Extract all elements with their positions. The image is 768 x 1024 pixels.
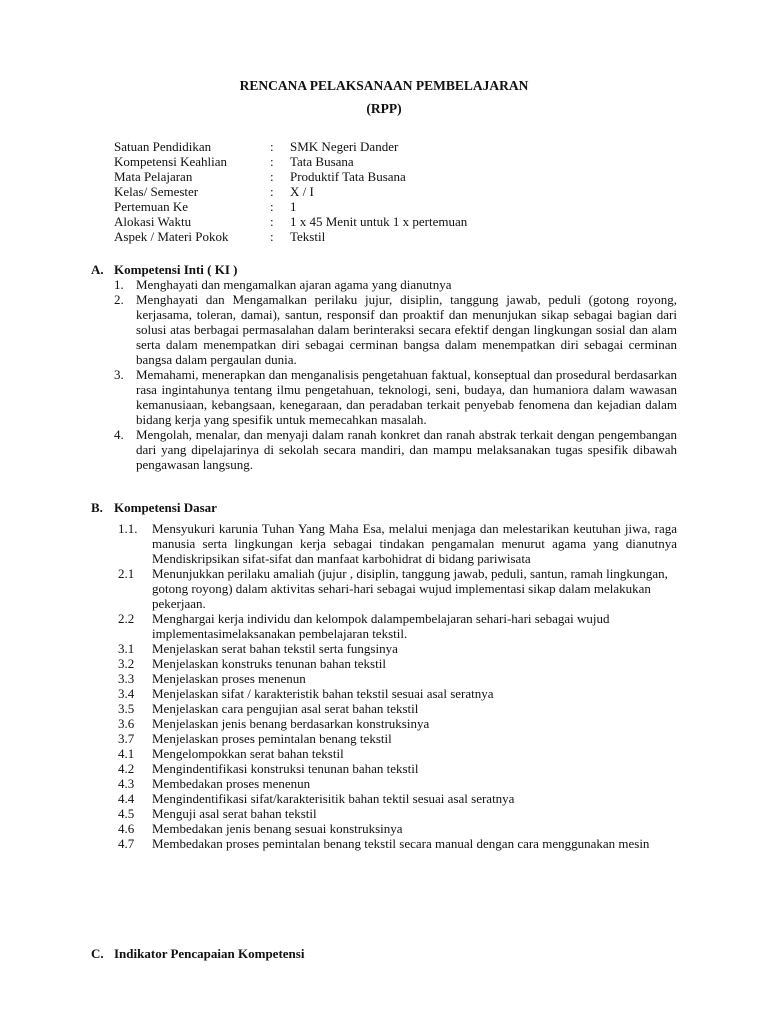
- list-item-number: 3.3: [118, 671, 135, 686]
- identity-label: Aspek / Materi Pokok: [114, 229, 229, 244]
- list-item-number: 2.2: [118, 611, 135, 626]
- section-a-heading: [91, 262, 238, 277]
- document-subtitle: (RPP): [366, 101, 402, 116]
- document-title: RENCANA PELAKSANAAN PEMBELAJARAN: [239, 78, 529, 93]
- list-item: [118, 701, 677, 716]
- list-item-text: Mengindentifikasi sifat/karakterisitik bahan tektil sesuai asal seratnya: [152, 791, 515, 806]
- list-item-number: 3.1: [118, 641, 135, 656]
- list-item-text: Menghayati dan Mengamalkan perilaku jujur, disiplin, tanggung jawab, peduli (gotong royong, kerjasama, toleran, damai), santun, responsif dan proaktif dan menunjukan sikap sebagai bagian dari solusi atas berbagai permasalahan dalam berinteraksi secara efektif dengan lingkungan sosial dan alam serta dalam menempatkan diri sebagai cerminan bangsa dalam menempatkan diri sebagai cerminan bangsa dalam pergaulan dunia.: [136, 292, 677, 367]
- identity-value: SMK Negeri Dander: [290, 139, 399, 154]
- list-item-number: 4.5: [118, 806, 135, 821]
- identity-label: Mata Pelajaran: [114, 169, 193, 184]
- list-item-number: 1.1.: [118, 521, 138, 536]
- identity-label: Kelas/ Semester: [114, 184, 199, 199]
- identity-label: Alokasi Waktu: [114, 214, 192, 229]
- list-item-number: 3.6: [118, 716, 135, 731]
- identity-table: [114, 139, 590, 244]
- list-item-number: 4.1: [118, 746, 135, 761]
- list-item-number: 2.: [114, 292, 124, 307]
- section-b-title: Kompetensi Dasar: [114, 500, 217, 515]
- identity-colon: :: [270, 214, 274, 229]
- list-item: [118, 791, 677, 806]
- list-item-number: 3.5: [118, 701, 135, 716]
- list-item-text: Menghayati dan mengamalkan ajaran agama yang dianutnya: [136, 277, 452, 292]
- identity-value: Tata Busana: [290, 154, 354, 169]
- list-item-text: Menjelaskan proses menenun: [152, 671, 306, 686]
- section-a-letter: A.: [91, 262, 104, 277]
- kompetensi-dasar-list: [118, 521, 677, 851]
- list-item-number: 3.2: [118, 656, 135, 671]
- list-item: [118, 761, 677, 776]
- list-item: [118, 716, 677, 731]
- list-item: [118, 836, 677, 851]
- list-item-number: 3.: [114, 367, 124, 382]
- section-b-letter: B.: [91, 500, 103, 515]
- identity-row: [114, 199, 590, 214]
- list-item-number: 4.7: [118, 836, 135, 851]
- section-c-heading: [91, 946, 304, 961]
- identity-colon: :: [270, 184, 274, 199]
- section-a-title: Kompetensi Inti ( KI ): [114, 262, 238, 277]
- list-item-text: Membedakan proses pemintalan benang tekstil secara manual dengan cara menggunakan mesin: [152, 836, 650, 851]
- list-item: [118, 656, 677, 671]
- identity-value: 1 x 45 Menit untuk 1 x pertemuan: [290, 214, 468, 229]
- identity-row: [114, 184, 590, 199]
- list-item: [118, 746, 677, 761]
- section-b-heading: [91, 500, 217, 515]
- list-item-number: 4.6: [118, 821, 135, 836]
- list-item-text: Mengolah, menalar, dan menyaji dalam ranah konkret dan ranah abstrak terkait dengan pengembangan dari yang dipelajarinya di sekolah secara mandiri, dan mampu melaksanakan tugas spesifik dibawah pengawasan langsung.: [136, 427, 677, 472]
- list-item-text: Menunjukkan perilaku amaliah (jujur , disiplin, tanggung jawab, peduli, santun, ramah lingkungan, gotong royong) dalam aktivitas sehari-hari sebagai wujud implementasi sikap dalam melakukan pekerjaan.: [152, 566, 668, 611]
- list-item-number: 1.: [114, 277, 124, 292]
- identity-colon: :: [270, 169, 274, 184]
- list-item: [114, 367, 677, 427]
- identity-value: X / I: [290, 184, 314, 199]
- list-item-number: 4.: [114, 427, 124, 442]
- identity-label: Satuan Pendidikan: [114, 139, 212, 154]
- list-item-text: Menjelaskan konstruks tenunan bahan tekstil: [152, 656, 386, 671]
- identity-row: [114, 169, 590, 184]
- list-item-number: 2.1: [118, 566, 135, 581]
- list-item-number: 4.3: [118, 776, 135, 791]
- identity-value: Tekstil: [290, 229, 326, 244]
- identity-label: Kompetensi Keahlian: [114, 154, 227, 169]
- list-item: [114, 277, 677, 292]
- list-item: [114, 427, 677, 472]
- identity-colon: :: [270, 229, 274, 244]
- section-c-title: Indikator Pencapaian Kompetensi: [114, 946, 305, 961]
- list-item: [118, 821, 677, 836]
- list-item-text: Mengindentifikasi konstruksi tenunan bahan tekstil: [152, 761, 419, 776]
- list-item: [118, 641, 677, 656]
- list-item: [118, 566, 677, 611]
- list-item: [114, 292, 677, 367]
- list-item: [118, 686, 677, 701]
- list-item-text: Menjelaskan jenis benang berdasarkan konstruksinya: [152, 716, 430, 731]
- list-item-text: Membedakan jenis benang sesuai konstruksinya: [152, 821, 403, 836]
- list-item-number: 3.7: [118, 731, 135, 746]
- list-item: [118, 671, 677, 686]
- list-item-text: Menjelaskan proses pemintalan benang tekstil: [152, 731, 392, 746]
- identity-row: [114, 229, 590, 244]
- list-item: [118, 521, 677, 566]
- list-item: [118, 731, 677, 746]
- section-c-letter: C.: [91, 946, 104, 961]
- list-item: [118, 611, 677, 641]
- list-item-number: 4.4: [118, 791, 135, 806]
- list-item-text: Menjelaskan serat bahan tekstil serta fungsinya: [152, 641, 398, 656]
- list-item-text: Mengelompokkan serat bahan tekstil: [152, 746, 344, 761]
- list-item-text: Menghargai kerja individu dan kelompok dalampembelajaran sehari-hari sebagai wujud implementasimelaksanakan pembelajaran tekstil.: [152, 611, 610, 641]
- identity-colon: :: [270, 154, 274, 169]
- list-item-text: Mensyukuri karunia Tuhan Yang Maha Esa, melalui menjaga dan melestarikan keutuhan jiwa, raga manusia serta lingkungan kerja sebagai tindakan pengamalan menurut agama yang dianutnya Mendiskripsikan sifat-sifat dan manfaat karbohidrat di bidang pariwisata: [152, 521, 677, 566]
- identity-label: Pertemuan Ke: [114, 199, 189, 214]
- list-item-text: Menjelaskan cara pengujian asal serat bahan tekstil: [152, 701, 419, 716]
- identity-colon: :: [270, 139, 274, 154]
- identity-value: 1: [290, 199, 297, 214]
- identity-row: [114, 214, 590, 229]
- list-item-text: Membedakan proses menenun: [152, 776, 311, 791]
- list-item-text: Memahami, menerapkan dan menganalisis pengetahuan faktual, konseptual dan prosedural berdasarkan rasa ingintahunya tentang ilmu pengetahuan, teknologi, seni, budaya, dan humaniora dalam wawasan kemanusiaan, kebangsaan, kenegaraan, dan peradaban terkait penyebab fenomena dan kejadian dalam bidang kerja yang spesifik untuk memecahkan masalah.: [136, 367, 677, 427]
- list-item-text: Menjelaskan sifat / karakteristik bahan tekstil sesuai asal seratnya: [152, 686, 494, 701]
- list-item-number: 4.2: [118, 761, 135, 776]
- identity-colon: :: [270, 199, 274, 214]
- identity-value: Produktif Tata Busana: [290, 169, 406, 184]
- list-item-number: 3.4: [118, 686, 135, 701]
- kompetensi-inti-list: [114, 277, 677, 472]
- list-item: [118, 806, 677, 821]
- identity-row: [114, 154, 590, 169]
- identity-row: [114, 139, 590, 154]
- list-item: [118, 776, 677, 791]
- list-item-text: Menguji asal serat bahan tekstil: [152, 806, 317, 821]
